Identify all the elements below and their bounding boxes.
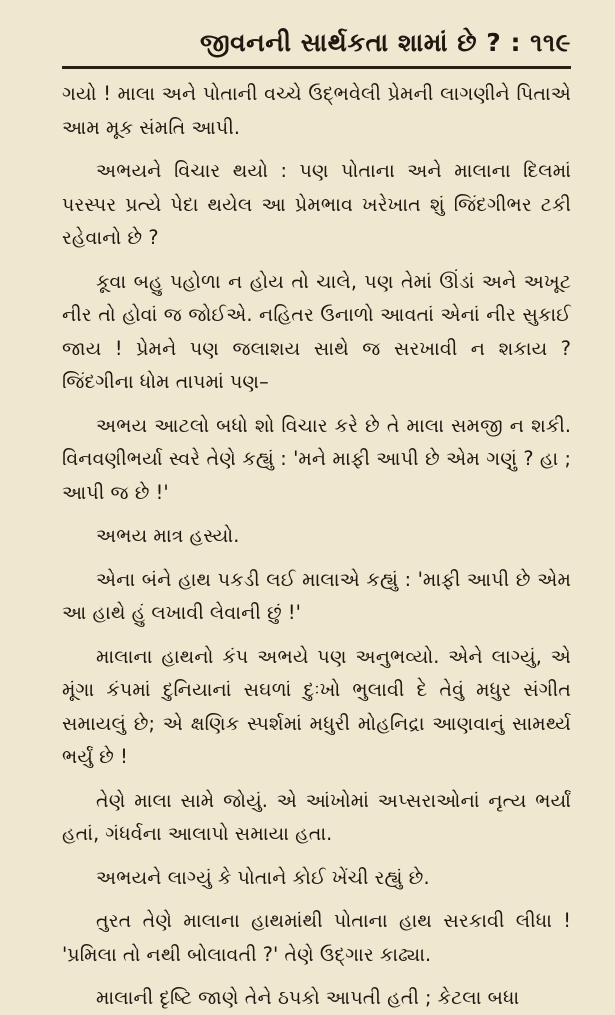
paragraph-continuation: ગયો ! માલા અને પોતાની વચ્ચે ઉદ્ભવેલી પ્રેમની લાગણીને પિતાએ આમ મૂક સંમતિ આપી. bbox=[62, 82, 571, 139]
paragraph: અભય માત્ર હસ્યો. bbox=[96, 524, 240, 547]
paragraph: તુરત તેણે માલાના હાથમાંથી પોતાના હાથ સરકાવી લીધા ! 'પ્રમિલા તો નથી બોલાવતી ?' તેણે ઉદ્ગાર કાઢ્યા. bbox=[62, 909, 571, 966]
page-header bbox=[62, 28, 571, 69]
paragraph: અભય આટલો બધો શો વિચાર કરે છે તે માલા સમજી ન શકી. વિનવણીભર્યા સ્વરે તેણે કહ્યું : 'મને માફી આપી છે એમ ગણું ? હા ; આપી જ છે !' bbox=[62, 413, 571, 504]
paragraph: માલાની દૃષ્ટિ જાણે તેને ઠપકો આપતી હતી ; કેટલા બધા bbox=[96, 986, 520, 1009]
page-body bbox=[62, 77, 571, 1015]
paragraph: તેણે માલા સામે જોયું. એ આંખોમાં અપ્સરાઓનાં નૃત્ય ભર્યાં હતાં, ગંધર્વના આલાપો સમાયા હતા. bbox=[62, 788, 571, 845]
paragraph: અભયને વિચાર થયો : પણ પોતાના અને માલાના દિલમાં પરસ્પર પ્રત્યે પેદા થયેલ આ પ્રેમભાવ ખરેખાત શું જિંદગીભર ટકી રહેવાનો છે ? bbox=[62, 159, 571, 249]
paragraph: એના બંને હાથ પકડી લઈ માલાએ કહ્યું : 'માફી આપી છે એમ આ હાથે હું લખાવી લેવાની છું !' bbox=[62, 567, 571, 624]
paragraph: માલાના હાથનો કંપ અભયે પણ અનુભવ્યો. એને લાગ્યું, એ મૂંગા કંપમાં દુનિયાનાં સઘળાં દુઃખો ભુલાવી દે તેવું મધુર સંગીત સમાયલું છે; એ ક્ષણિક સ્પર્શમાં મધુરી મોહનિદ્રા આણવાનું સામર્થ્ય ભર્યું છે ! bbox=[62, 644, 571, 768]
paragraph: અભયને લાગ્યું કે પોતાને કોઈ ખેંચી રહ્યું છે. bbox=[96, 865, 430, 889]
paragraph: કૂવા બહુ પહોળા ન હોય તો ચાલે, પણ તેમાં ઊંડાં અને અખૂટ નીર તો હોવાં જ જોઈએ. નહિતર ઉનાળો આવતાં એનાં નીર સુકાઈ જાય ! પ્રેમને પણ જલાશય સાથે જ સરખાવી ન શકાય ? જિંદગીના ધોમ તાપમાં પણ– bbox=[62, 269, 571, 393]
running-head: જીવનની સાર્થકતા શામાં છે ? : ૧૧૯ bbox=[199, 28, 571, 57]
